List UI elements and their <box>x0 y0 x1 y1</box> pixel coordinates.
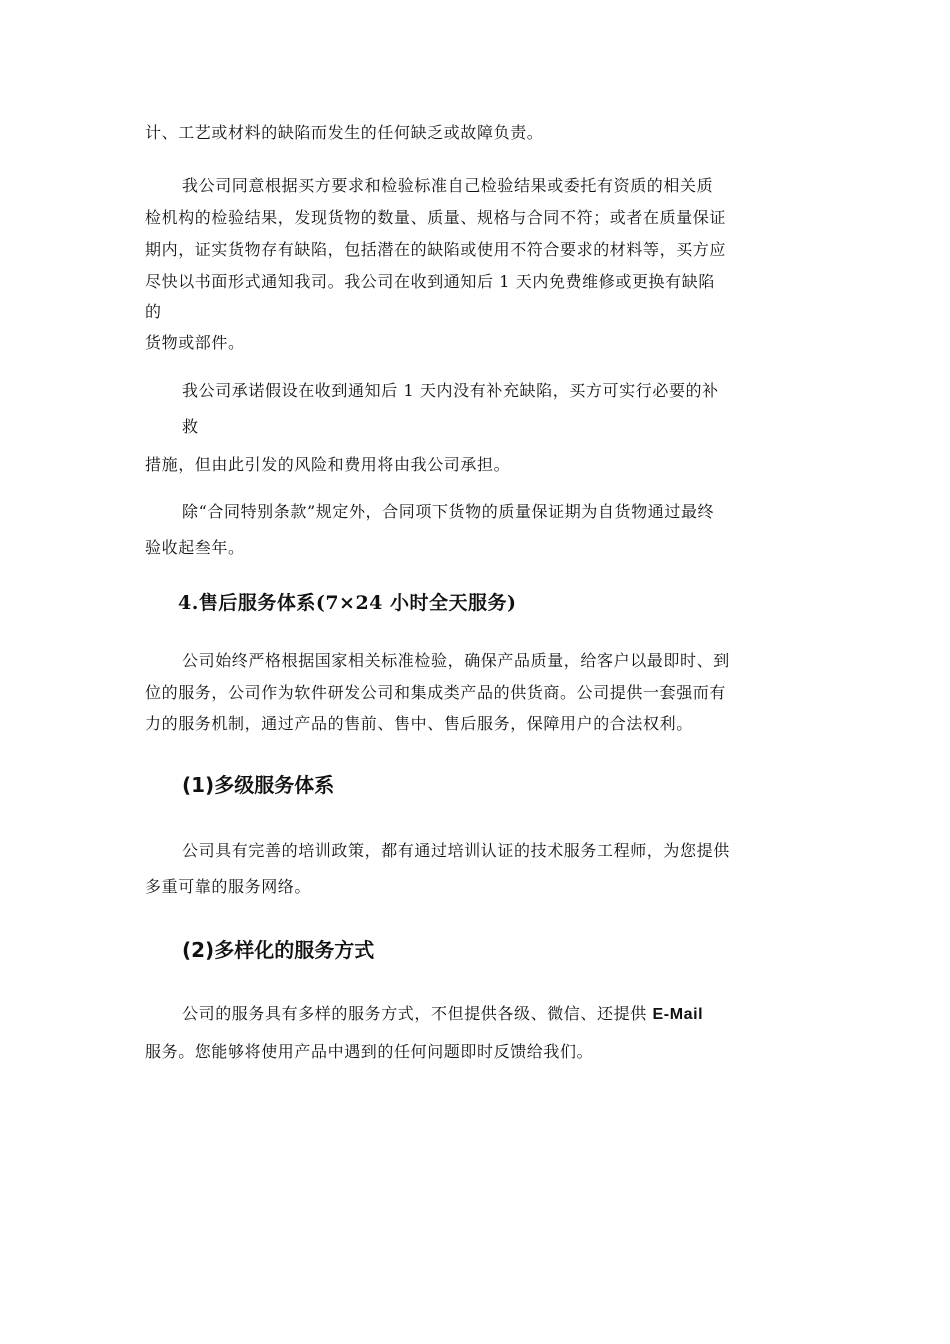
subsection-heading: (1)多级服务体系 <box>182 773 335 797</box>
paragraph-line: 服务。您能够将使用产品中遇到的任何问题即时反馈给我们。 <box>145 1042 594 1061</box>
paragraph-line: 计、工艺或材料的缺陷而发生的任何缺乏或故障负责。 <box>145 123 544 142</box>
paragraph-line: 我公司同意根据买方要求和检验标准自己检验结果或委托有资质的相关质 <box>182 176 714 195</box>
paragraph-line: 力的服务机制，通过产品的售前、售中、售后服务，保障用户的合法权利。 <box>145 714 693 733</box>
paragraph-line <box>182 1004 703 1025</box>
subsection-heading: (2)多样化的服务方式 <box>182 938 375 962</box>
paragraph-line: 位的服务，公司作为软件研发公司和集成类产品的供货商。公司提供一套强而有 <box>145 683 727 702</box>
paragraph-line: 公司具有完善的培训政策，都有通过培训认证的技术服务工程师，为您提供 <box>182 841 730 860</box>
paragraph-line: 验收起叁年。 <box>145 538 245 557</box>
paragraph-line: 除“合同特别条款”规定外，合同项下货物的质量保证期为自货物通过最终 <box>182 502 715 521</box>
paragraph-line: 货物或部件。 <box>145 333 245 352</box>
paragraph-line: 期内，证实货物存有缺陷，包括潜在的缺陷或使用不符合要求的材料等，买方应 <box>145 240 727 259</box>
paragraph-line: 救 <box>182 417 199 436</box>
paragraph-line: 我公司承诺假设在收到通知后 1 天内没有补充缺陷，买方可实行必要的补 <box>182 381 719 400</box>
paragraph-text: 公司的服务具有多样的服务方式，不但提供各级、微信、还提供 <box>182 1004 653 1023</box>
email-term: E-Mail <box>652 1006 704 1023</box>
paragraph-line: 的 <box>145 302 162 321</box>
paragraph-line: 检机构的检验结果，发现货物的数量、质量、规格与合同不符；或者在质量保证 <box>145 208 727 227</box>
paragraph-line: 措施，但由此引发的风险和费用将由我公司承担。 <box>145 455 511 474</box>
paragraph-line: 尽快以书面形式通知我司。我公司在收到通知后 1 天内免费维修或更换有缺陷 <box>145 272 715 291</box>
section-heading: 4.售后服务体系(7×24 小时全天服务) <box>178 592 517 614</box>
paragraph-line: 多重可靠的服务网络。 <box>145 877 312 896</box>
paragraph-line: 公司始终严格根据国家相关标准检验，确保产品质量，给客户以最即时、到 <box>182 651 730 670</box>
